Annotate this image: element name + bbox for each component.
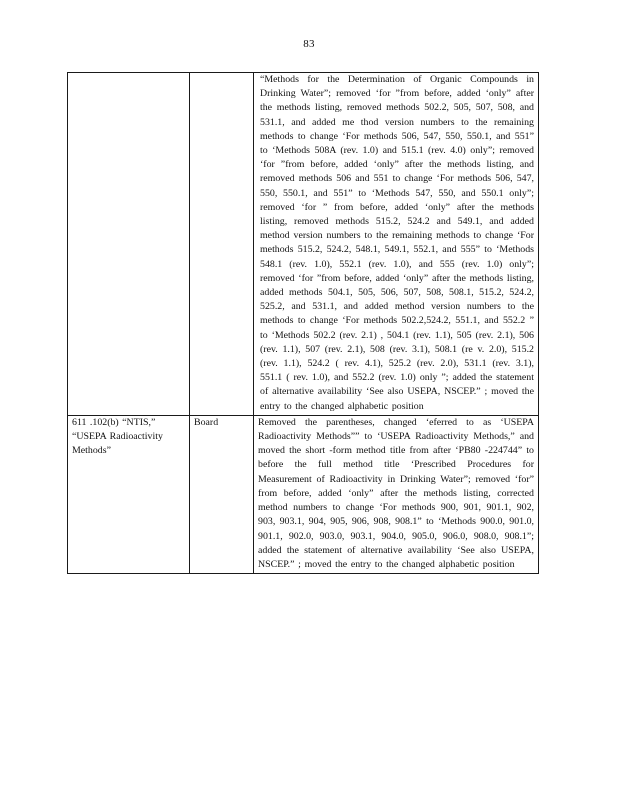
description-cell: “Methods for the Determination of Organic Compounds in Drinking Water”; removed ‘for ”from before, added ‘only” after the methods listing, removed methods 502.2, 505, 507, 508, and 531.1, and added me thod version numbers to the remaining methods to change ‘For methods 506, 547, 550, 550.1, and 551” to ‘Methods 508A (rev. 1.0) and 515.1 (rev. 4.0) only”; removed ‘for ”from before, added ‘only” after the methods listing, and removed methods 506 and 551 to change ‘For methods 506, 547, 550, 550.1, and 551” to ‘Methods 547, 550, and 550.1 only”; removed ‘for ” from before, added ‘only” after the methods listing, removed methods 515.2, 524.2 and 549.1, and added method version numbers to the remaining methods to change ‘For methods 515.2, 524.2, 548.1, 549.1, 552.1, and 555” to ‘Methods 548.1 (rev. 1.0), 552.1 (rev. 1.0), and 555 (rev. 1.0) only”; removed ‘for ”from before, added ‘only” after the methods listing, added methods 504.1, 505, 506, 507, 508, 508.1, 515.2, 524.2, 525.2, and 531.1, and added method version numbers to the methods to change ‘For methods 502.2,524.2, 551.1, and 552.2 ” to ‘Methods 502.2 (rev. 2.1) , 504.1 (rev. 1.1), 505 (rev. 2.1), 506 (rev. 1.1), 507 (rev. 2.1), 508 (rev. 3.1), 508.1 (re v. 2.0), 515.2 (rev. 1.1), 524.2 ( rev. 4.1), 525.2 (rev. 2.0), 531.1 (rev. 3.1), 551.1 ( rev. 1.0), and 552.2 (rev. 1.0) only ”; added the statement of alternative availability ‘See also USEPA, NSCEP.” ; moved the entry to the changed alphabetic position (254, 73, 539, 416)
agency-cell: Board (190, 415, 254, 573)
agency-cell (190, 73, 254, 416)
description-cell: Removed the parentheses, changed ‘eferred to as ‘USEPA Radioactivity Methods”” to ‘USEPA Radioactivity Methods,” and moved the short -form method title from after ‘PB80 -224744” to before the full method title ‘Prescribed Procedures for Measurement of Radioactivity in Drinking Water”; removed ‘for” from before, added ‘only” after the methods listing, corrected method numbers to change ‘For methods 900, 901, 901.1, 902, 903, 903.1, 904, 905, 906, 908, 908.1” to ‘Methods 900.0, 901.0, 901.1, 902.0, 903.0, 903.1, 904.0, 905.0, 906.0, 908.0, 908.1”; added the statement of alternative availability ‘See also USEPA, NSCEP.” ; moved the entry to the changed alphabetic position (254, 415, 539, 573)
table-row (68, 73, 539, 416)
changes-table (67, 72, 539, 574)
section-cell: 611 .102(b) “NTIS,” “USEPA Radioactivity Methods” (68, 415, 190, 573)
table-row (68, 415, 539, 573)
page-number: 83 (303, 38, 315, 50)
section-cell (68, 73, 190, 416)
